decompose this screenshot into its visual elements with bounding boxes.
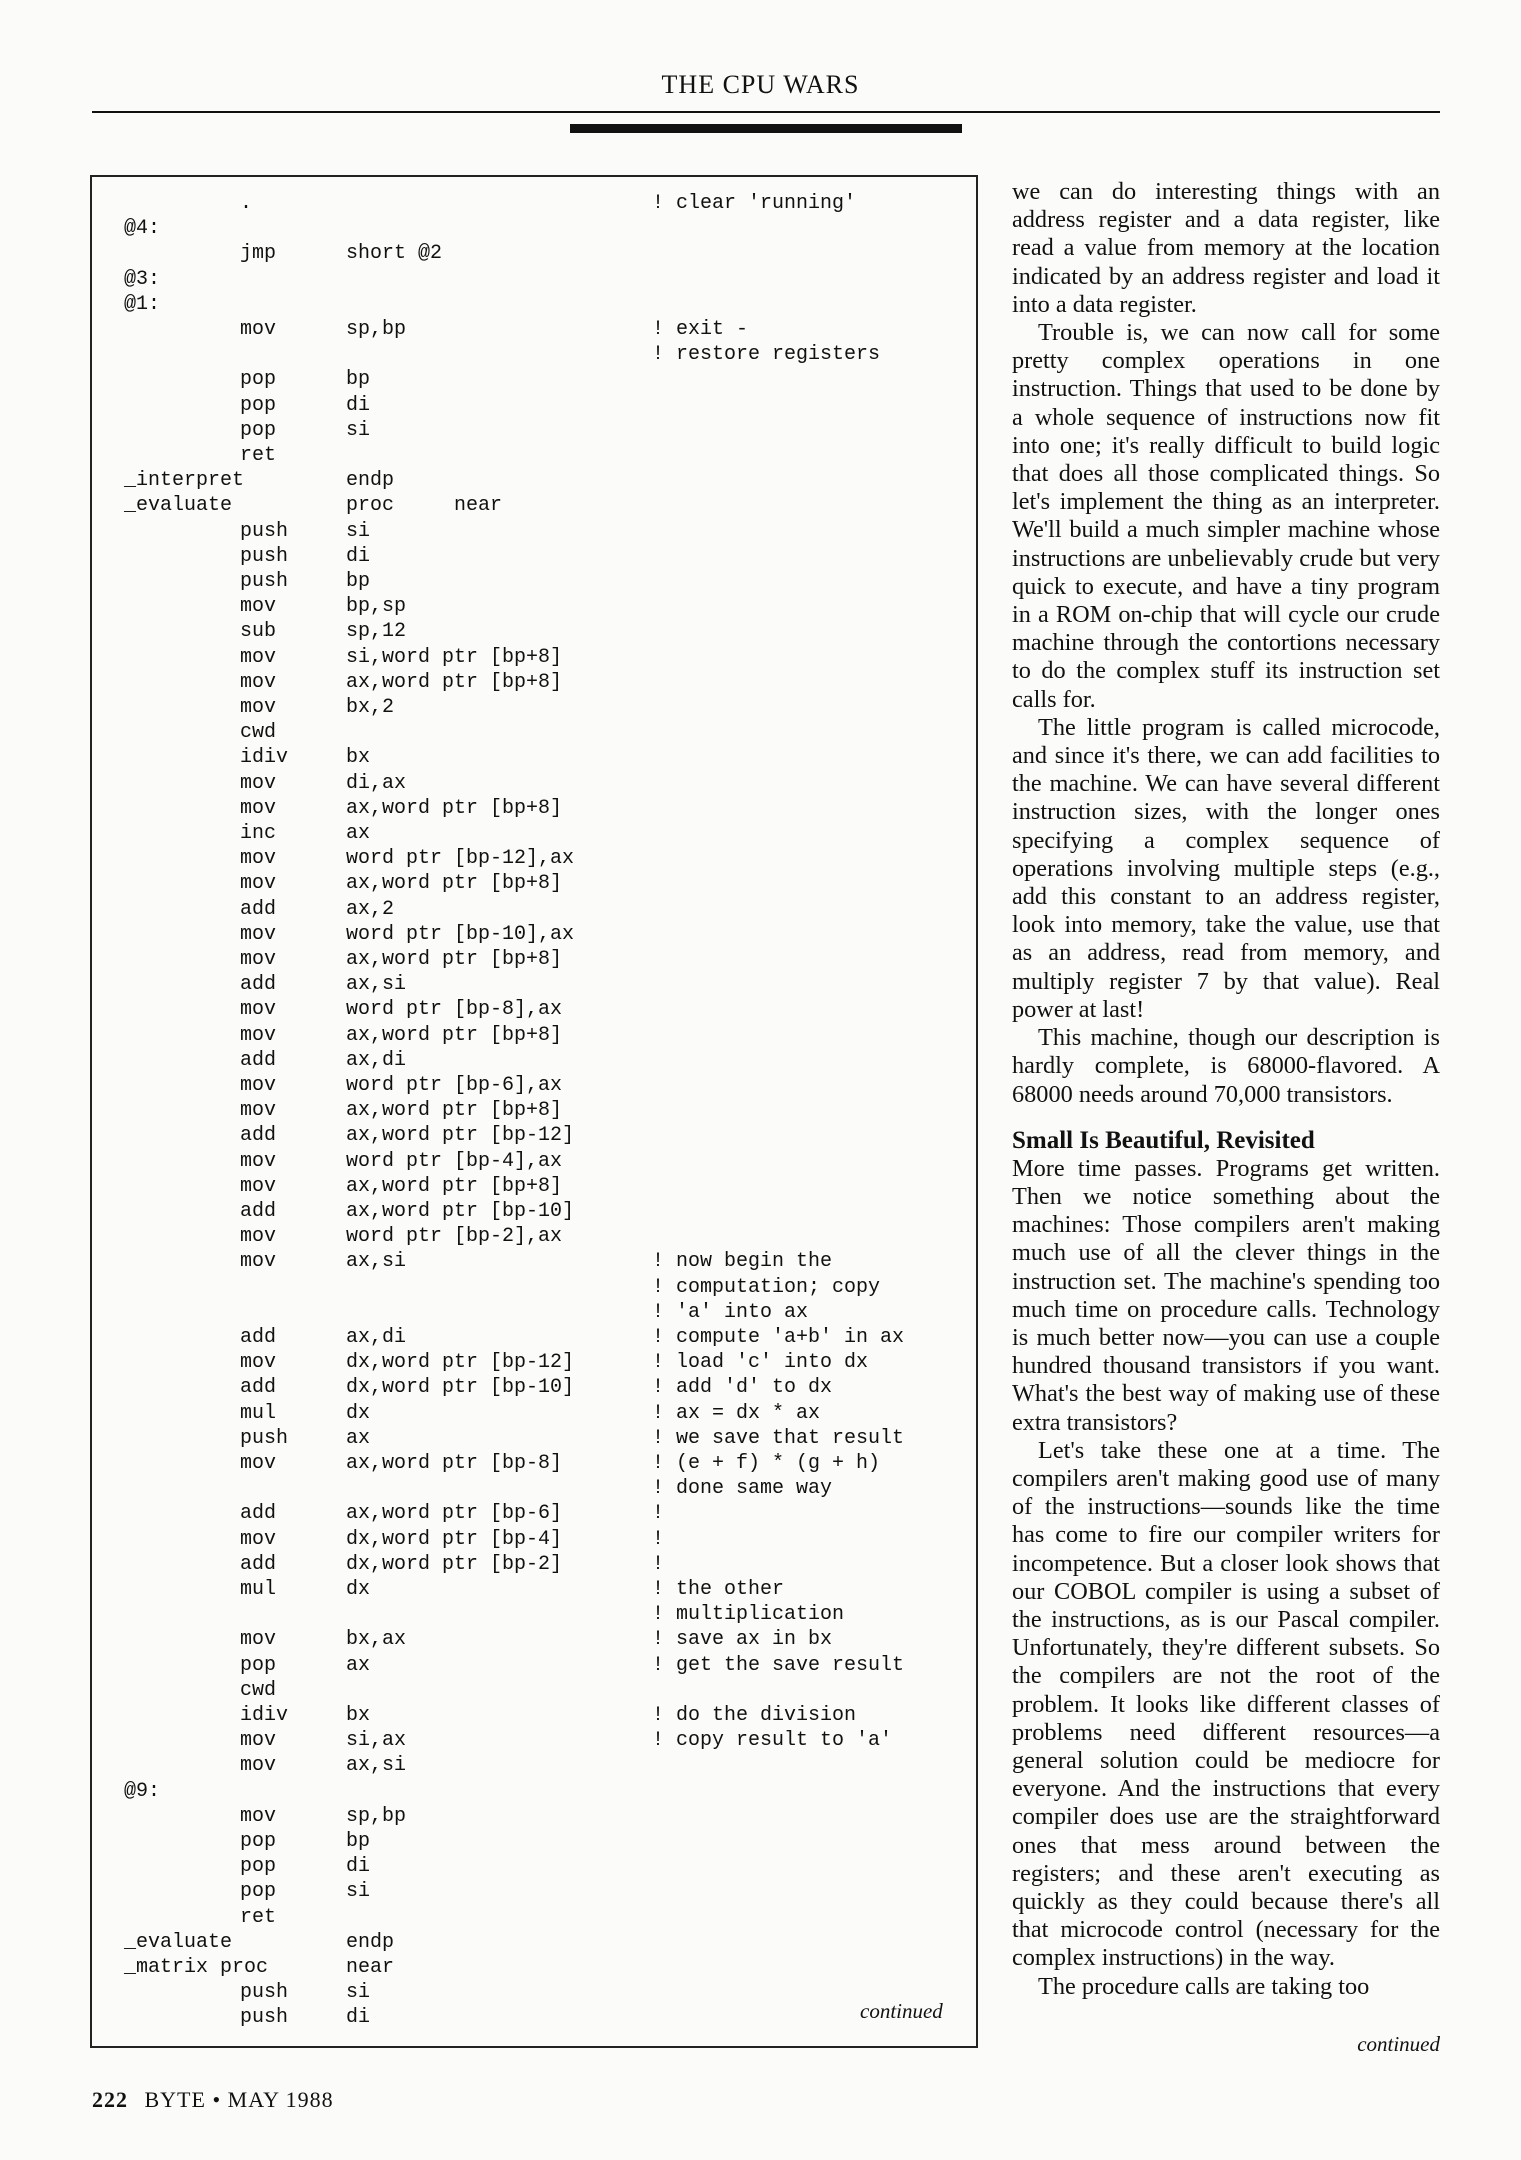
code-opcode: mov (240, 595, 277, 619)
code-line (92, 745, 976, 770)
code-opcode: mov (240, 998, 277, 1022)
code-opcode: mov (240, 1023, 277, 1047)
code-operands: ax,di (346, 1048, 407, 1072)
code-opcode: idiv (240, 1704, 289, 1727)
code-opcode: pop (240, 418, 277, 442)
article-paragraph: This machine, though our description is hardly complete, is 68000-flavored. A 68000 needs around 70,000 transistors. (1012, 1024, 1440, 1108)
code-line (92, 2005, 976, 2030)
code-line (92, 493, 976, 518)
code-line (92, 1401, 976, 1426)
code-label: _evaluate (124, 1930, 233, 1954)
code-opcode: mov (240, 1452, 277, 1475)
code-line (92, 922, 976, 947)
code-operands: bx,ax (346, 1628, 407, 1652)
code-operands: endp (346, 1930, 395, 1954)
code-listing (90, 175, 978, 2048)
code-operands: dx,word ptr [bp-2] (346, 1552, 563, 1576)
code-comment: ! load 'c' into dx (652, 1351, 869, 1375)
code-operands: ax,word ptr [bp+8] (346, 1023, 563, 1047)
code-opcode: pop (240, 1880, 277, 1904)
code-operands: ax,word ptr [bp-6] (346, 1502, 563, 1526)
code-opcode: add (240, 1048, 277, 1072)
code-line (92, 1023, 976, 1048)
code-line (92, 1955, 976, 1980)
article-paragraph: Trouble is, we can now call for some pretty complex operations in one instruction. Things that used to be done by a whole sequence of instructions now fit into one; it's really difficult to build logic that does all those complicated things. So let's implement the thing as an interpreter. We'll build a much simpler machine whose instructions are unbelievably crude but very quick to execute, and have a tiny program in a ROM on-chip that will cycle our crude machine through the contortions necessary to do the complex stuff its instruction set calls for. (1012, 319, 1440, 713)
code-opcode: mov (240, 318, 277, 341)
code-label: _matrix proc (124, 1956, 269, 1979)
code-line (92, 1174, 976, 1199)
code-line (92, 1098, 976, 1123)
code-line (92, 367, 976, 392)
code-label: @4: (124, 217, 161, 241)
code-opcode: mov (240, 1074, 277, 1097)
code-comment: ! restore registers (652, 343, 881, 367)
code-opcode: cwd (240, 1678, 277, 1702)
code-operands: di (346, 1855, 371, 1879)
code-opcode: sub (240, 620, 277, 644)
code-line (92, 241, 976, 266)
code-line (92, 594, 976, 619)
code-operands: di (346, 544, 371, 568)
code-operands: dx,word ptr [bp-10] (346, 1376, 575, 1400)
code-line (92, 1678, 976, 1703)
code-comment: ! done same way (652, 1477, 833, 1501)
code-line (92, 670, 976, 695)
code-opcode: mov (240, 1225, 277, 1249)
code-opcode: add (240, 1552, 277, 1576)
code-operands: ax,word ptr [bp-12] (346, 1124, 575, 1148)
code-line (92, 1375, 976, 1400)
code-line (92, 519, 976, 544)
code-comment: ! clear 'running' (652, 192, 857, 215)
code-line (92, 1275, 976, 1300)
code-operands: ax,si (346, 1250, 407, 1274)
code-line (92, 1123, 976, 1148)
code-operands: si,word ptr [bp+8] (346, 645, 563, 669)
code-line (92, 1073, 976, 1098)
code-comment: ! exit - (652, 318, 749, 341)
code-operands: ax,word ptr [bp+8] (346, 670, 563, 694)
code-comment: ! now begin the (652, 1250, 833, 1274)
code-line (92, 1703, 976, 1728)
code-operands: dx,word ptr [bp-12] (346, 1351, 575, 1375)
code-opcode: cwd (240, 721, 277, 745)
code-opcode: mov (240, 1628, 277, 1652)
code-line (92, 897, 976, 922)
code-line (92, 1350, 976, 1375)
code-line (92, 544, 976, 569)
code-line (92, 972, 976, 997)
page-number: 222 (92, 2087, 128, 2112)
article-continued: continued (1357, 2032, 1440, 2056)
code-operands: di (346, 2006, 371, 2030)
code-opcode: add (240, 1326, 277, 1349)
code-line (92, 1527, 976, 1552)
code-opcode: mov (240, 670, 277, 694)
code-operands: bp (346, 1830, 371, 1853)
code-operands: si (346, 1880, 371, 1904)
code-operands: word ptr [bp-8],ax (346, 998, 563, 1022)
code-opcode: add (240, 973, 277, 997)
code-opcode: mov (240, 847, 277, 871)
code-opcode: push (240, 1981, 289, 2005)
code-operands: word ptr [bp-10],ax (346, 922, 575, 946)
code-label: _interpret (124, 469, 245, 493)
code-line (92, 292, 976, 317)
code-operands: word ptr [bp-2],ax (346, 1225, 563, 1249)
code-line (92, 393, 976, 418)
code-opcode: pop (240, 1830, 277, 1853)
code-comment: ! (652, 1527, 665, 1551)
code-line (92, 317, 976, 342)
code-opcode: mov (240, 1351, 277, 1375)
code-operands: ax,di (346, 1326, 407, 1349)
article-paragraph: More time passes. Programs get written. Then we notice something about the machines: Those compilers aren't making much use of all the clever things in the instruction set. The machine's spending too much time on procedure calls. Technology is much better now—you can use a couple hundred thousand transistors if you want. What's the best way of making use of these extra transistors? (1012, 1154, 1440, 1436)
code-line (92, 1854, 976, 1879)
code-line (92, 418, 976, 443)
code-opcode: add (240, 1502, 277, 1526)
code-line (92, 1048, 976, 1073)
code-opcode: ret (240, 1905, 277, 1929)
code-line (92, 569, 976, 594)
code-opcode: push (240, 570, 289, 593)
running-head: THE CPU WARS (661, 70, 860, 99)
code-opcode: add (240, 1124, 277, 1148)
code-line (92, 443, 976, 468)
code-opcode: mul (240, 1401, 277, 1425)
code-line (92, 1199, 976, 1224)
code-opcode: mov (240, 1754, 277, 1778)
code-opcode: ret (240, 444, 277, 467)
code-comment: ! compute 'a+b' in ax (652, 1326, 905, 1349)
code-opcode: mov (240, 645, 277, 669)
code-comment: ! do the division (652, 1704, 857, 1727)
code-opcode: mov (240, 948, 277, 971)
code-operands: si (346, 418, 371, 442)
code-comment: ! add 'd' to dx (652, 1376, 833, 1400)
code-line (92, 645, 976, 670)
code-operands: ax,si (346, 1754, 407, 1778)
code-operands: ax (346, 1653, 371, 1677)
code-line (92, 1224, 976, 1249)
code-comment: ! computation; copy (652, 1275, 881, 1299)
page-footer (92, 2087, 334, 2113)
code-opcode: push (240, 1426, 289, 1450)
code-line (92, 216, 976, 241)
code-operands: sp,12 (346, 620, 407, 644)
code-line (92, 1249, 976, 1274)
code-operands: si (346, 1981, 371, 2005)
code-line (92, 619, 976, 644)
code-opcode: inc (240, 822, 277, 845)
code-comment: ! multiplication (652, 1603, 845, 1627)
code-line (92, 1829, 976, 1854)
article-paragraph: we can do interesting things with an address register and a data register, like read a value from memory at the location indicated by an address register and load it into a data register. (1012, 178, 1440, 318)
code-line (92, 1930, 976, 1955)
code-line (92, 1552, 976, 1577)
code-opcode: idiv (240, 746, 289, 770)
code-comment: ! we save that result (652, 1426, 905, 1450)
code-operands: ax,word ptr [bp+8] (346, 872, 563, 896)
code-line (92, 1149, 976, 1174)
code-line (92, 1753, 976, 1778)
code-line (92, 997, 976, 1022)
code-opcode: push (240, 544, 289, 568)
code-operands: dx (346, 1401, 371, 1425)
code-line (92, 1577, 976, 1602)
code-line (92, 1476, 976, 1501)
section-heading: Small Is Beautiful, Revisited (1012, 1126, 1315, 1154)
code-opcode: pop (240, 393, 277, 417)
code-opcode: pop (240, 368, 277, 392)
code-opcode: mov (240, 1729, 277, 1753)
code-label: @9: (124, 1779, 161, 1803)
code-operands: ax (346, 822, 371, 845)
code-opcode: add (240, 1376, 277, 1400)
code-operands: word ptr [bp-4],ax (346, 1149, 563, 1173)
code-line (92, 695, 976, 720)
code-line (92, 1501, 976, 1526)
code-opcode: mov (240, 922, 277, 946)
code-operands: si,ax (346, 1729, 407, 1753)
code-line (92, 1905, 976, 1930)
code-opcode: . (240, 192, 253, 215)
code-line (92, 720, 976, 745)
code-operands: ax,word ptr [bp+8] (346, 1174, 563, 1198)
code-operands: di (346, 393, 371, 417)
code-operands: endp (346, 469, 395, 493)
article-paragraph: The procedure calls are taking too (1038, 1972, 1370, 2000)
article-paragraph: Let's take these one at a time. The compilers aren't making good use of many of the instructions—sounds like the time has come to fire our compiler writers for incompetence. But a closer look shows that our COBOL compiler is using a subset of the instructions, as is our Pascal compiler. Unfortunately, they're different subsets. So the compilers are not the root of the problem. It looks like different classes of problems need different resources—a general solution could be mediocre for everyone. And the instructions that every compiler does use are the straightforward ones that mess around between the registers; and these aren't executing as quickly as they could because there's all that microcode control (necessary for the complex instructions) in the way. (1012, 1436, 1440, 1972)
code-comment: ! (e + f) * (g + h) (652, 1452, 881, 1475)
code-comment: ! copy result to 'a' (652, 1729, 893, 1753)
code-opcode: mov (240, 771, 277, 795)
magazine-issue: BYTE • MAY 1988 (144, 2087, 334, 2112)
code-operands: sp,bp (346, 318, 407, 341)
code-operands: sp,bp (346, 1804, 407, 1828)
code-operands: bp,sp (346, 595, 407, 619)
code-operands: ax,si (346, 973, 407, 997)
code-operands: bp (346, 570, 371, 593)
header-rule (92, 111, 1440, 113)
code-operands: ax,word ptr [bp+8] (346, 796, 563, 820)
code-line (92, 267, 976, 292)
code-line (92, 821, 976, 846)
code-line (92, 1426, 976, 1451)
code-operands: dx,word ptr [bp-4] (346, 1527, 563, 1551)
code-label: @3: (124, 267, 161, 291)
code-opcode: mov (240, 1250, 277, 1274)
code-operands: di,ax (346, 771, 407, 795)
code-operands: bx (346, 746, 371, 770)
code-opcode: mov (240, 1804, 277, 1828)
code-operands: ax,word ptr [bp+8] (346, 1099, 563, 1123)
code-label: _evaluate (124, 494, 233, 518)
code-opcode: mov (240, 796, 277, 820)
code-line (92, 947, 976, 972)
code-comment: ! (652, 1502, 665, 1526)
code-operands: bx (346, 1704, 371, 1727)
code-comment: ! 'a' into ax (652, 1300, 809, 1324)
code-line (92, 1653, 976, 1678)
code-line (92, 1451, 976, 1476)
code-operands: ax,word ptr [bp-10] (346, 1200, 575, 1223)
code-opcode: mov (240, 872, 277, 896)
code-line (92, 1602, 976, 1627)
code-opcode: mul (240, 1578, 277, 1601)
code-line (92, 846, 976, 871)
code-line (92, 1728, 976, 1753)
code-line (92, 771, 976, 796)
code-operands: ax (346, 1426, 371, 1450)
code-opcode: add (240, 1200, 277, 1223)
code-line (92, 1627, 976, 1652)
code-opcode: pop (240, 1855, 277, 1879)
code-opcode: mov (240, 1174, 277, 1198)
code-operands: ax,2 (346, 897, 395, 921)
code-opcode: push (240, 519, 289, 543)
code-line (92, 191, 976, 216)
code-comment: ! ax = dx * ax (652, 1401, 821, 1425)
code-operands: ax,word ptr [bp+8] (346, 948, 563, 971)
code-line (92, 1804, 976, 1829)
code-line (92, 1779, 976, 1804)
code-operands: proc near (346, 494, 503, 518)
code-operands: word ptr [bp-12],ax (346, 847, 575, 871)
code-opcode: add (240, 897, 277, 921)
code-line (92, 1879, 976, 1904)
code-operands: bp (346, 368, 371, 392)
code-operands: ax,word ptr [bp-8] (346, 1452, 563, 1475)
article-paragraph: The little program is called microcode, and since it's there, we can add facilities to the machine. We can have several different instruction sizes, with the longer ones specifying a complex sequence of operations involving multiple steps (e.g., add this constant to an address register, look into memory, take the value, use that as an address, read from memory, and multiply register 7 by that value). Real power at last! (1012, 713, 1440, 1023)
code-opcode: mov (240, 1099, 277, 1123)
code-line (92, 1300, 976, 1325)
code-line (92, 1980, 976, 2005)
code-line (92, 342, 976, 367)
code-opcode: mov (240, 696, 277, 719)
code-opcode: mov (240, 1527, 277, 1551)
article-text (1012, 178, 1440, 2001)
code-line (92, 796, 976, 821)
header-bar (570, 124, 962, 133)
code-operands: dx (346, 1578, 371, 1601)
code-operands: bx,2 (346, 696, 395, 719)
code-operands: short @2 (346, 242, 443, 266)
code-comment: ! save ax in bx (652, 1628, 833, 1652)
code-comment: ! (652, 1552, 665, 1576)
listing-continued: continued (860, 1999, 943, 2023)
code-comment: ! get the save result (652, 1653, 905, 1677)
code-line (92, 468, 976, 493)
code-line (92, 871, 976, 896)
code-comment: ! the other (652, 1578, 785, 1601)
code-operands: si (346, 519, 371, 543)
code-opcode: jmp (240, 242, 277, 266)
code-operands: near (346, 1956, 395, 1979)
code-operands: word ptr [bp-6],ax (346, 1074, 563, 1097)
code-opcode: mov (240, 1149, 277, 1173)
code-line (92, 1325, 976, 1350)
code-opcode: pop (240, 1653, 277, 1677)
code-opcode: push (240, 2006, 289, 2030)
code-label: @1: (124, 292, 161, 316)
